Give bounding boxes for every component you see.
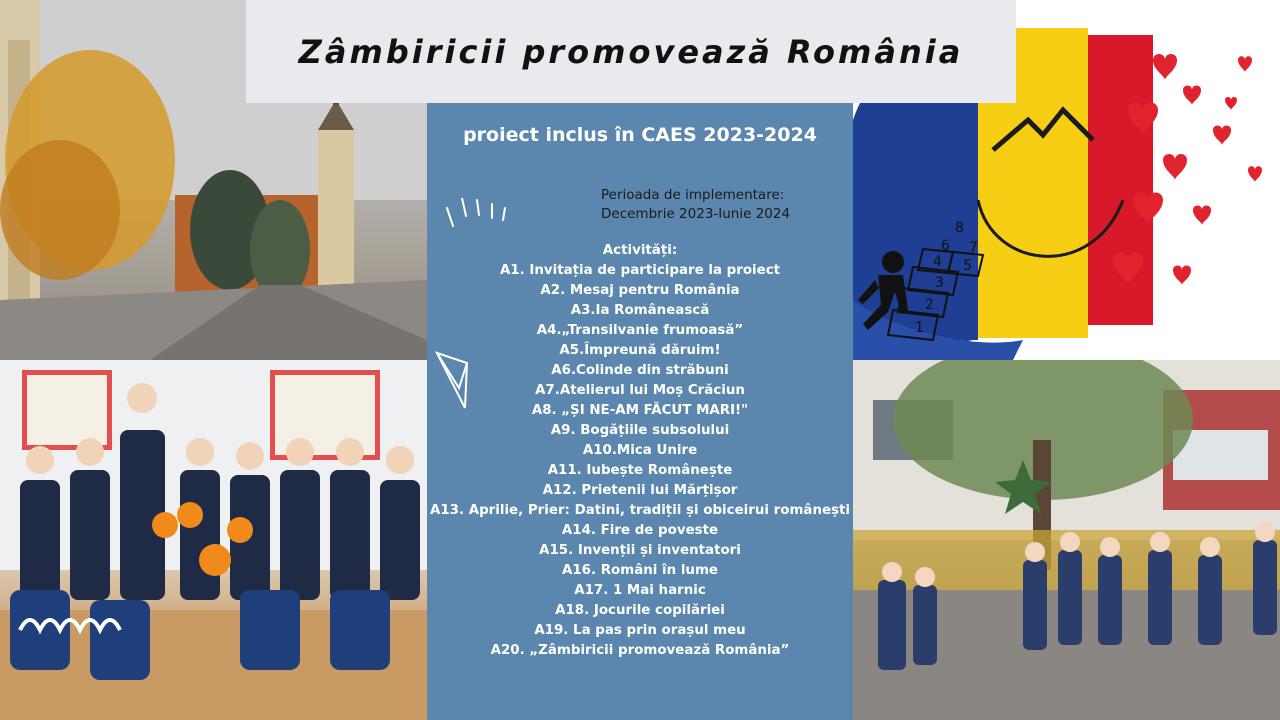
activity-item: A11. Iubește Românește [547,463,733,478]
page-title: Zâmbiricii promovează România [298,32,964,71]
implementation-period [601,186,790,224]
activity-item: A15. Invenții și inventatori [539,543,741,558]
activity-item: A4.„Transilvanie frumoasă” [536,323,744,338]
hopscotch-number: 1 [915,320,924,336]
activity-item: A20. „Zâmbiricii promovează România” [490,643,790,658]
activity-item: A6.Colinde din străbuni [551,363,729,378]
activity-item: A1. Invitația de participare la proiect [499,263,781,278]
activity-item: A9. Bogățiile subsolului [550,423,730,438]
hopscotch-number: 5 [963,258,972,274]
classroom-illustration [0,360,427,720]
activity-item: A7.Atelierul lui Moș Crăciun [535,383,745,398]
activity-item: A17. 1 Mai harnic [574,583,706,598]
activity-item: A18. Jocurile copilăriei [555,603,725,618]
activity-item: A13. Aprilie, Prier: Datini, tradiții și obiceirui românești [429,503,851,518]
activity-item: A5.Împreună dăruim! [559,343,721,358]
photo-classroom-children [0,360,427,720]
activity-item: A16. Români în lume [562,563,718,578]
activities-heading: Activități: [602,243,678,258]
photo-courtyard-children [853,360,1280,720]
title-banner [246,0,1016,103]
activity-item: A14. Fire de poveste [561,523,719,538]
activities-list [427,241,853,661]
project-subtitle: proiect inclus în CAES 2023-2024 [463,124,817,146]
activity-item: A12. Prietenii lui Mărțișor [542,483,738,498]
activity-item: A2. Mesaj pentru România [540,283,740,298]
activity-item: A10.Mica Unire [582,443,698,458]
hopscotch-number: 2 [925,297,934,313]
activity-item: A8. „ȘI NE-AM FĂCUT MARI!" [531,403,749,418]
period-value: Decembrie 2023-Iunie 2024 [601,206,791,222]
period-label: Perioada de implementare: [601,187,785,203]
hopscotch-number: 7 [969,240,978,256]
hopscotch-number: 3 [935,275,944,291]
courtyard-illustration [853,360,1280,720]
hopscotch-number: 6 [941,238,950,254]
activity-item: A3.Ia Românească [570,303,710,318]
hopscotch-number: 4 [933,254,942,270]
activity-item: A19. La pas prin orașul meu [534,623,746,638]
hopscotch-number: 8 [955,220,964,236]
